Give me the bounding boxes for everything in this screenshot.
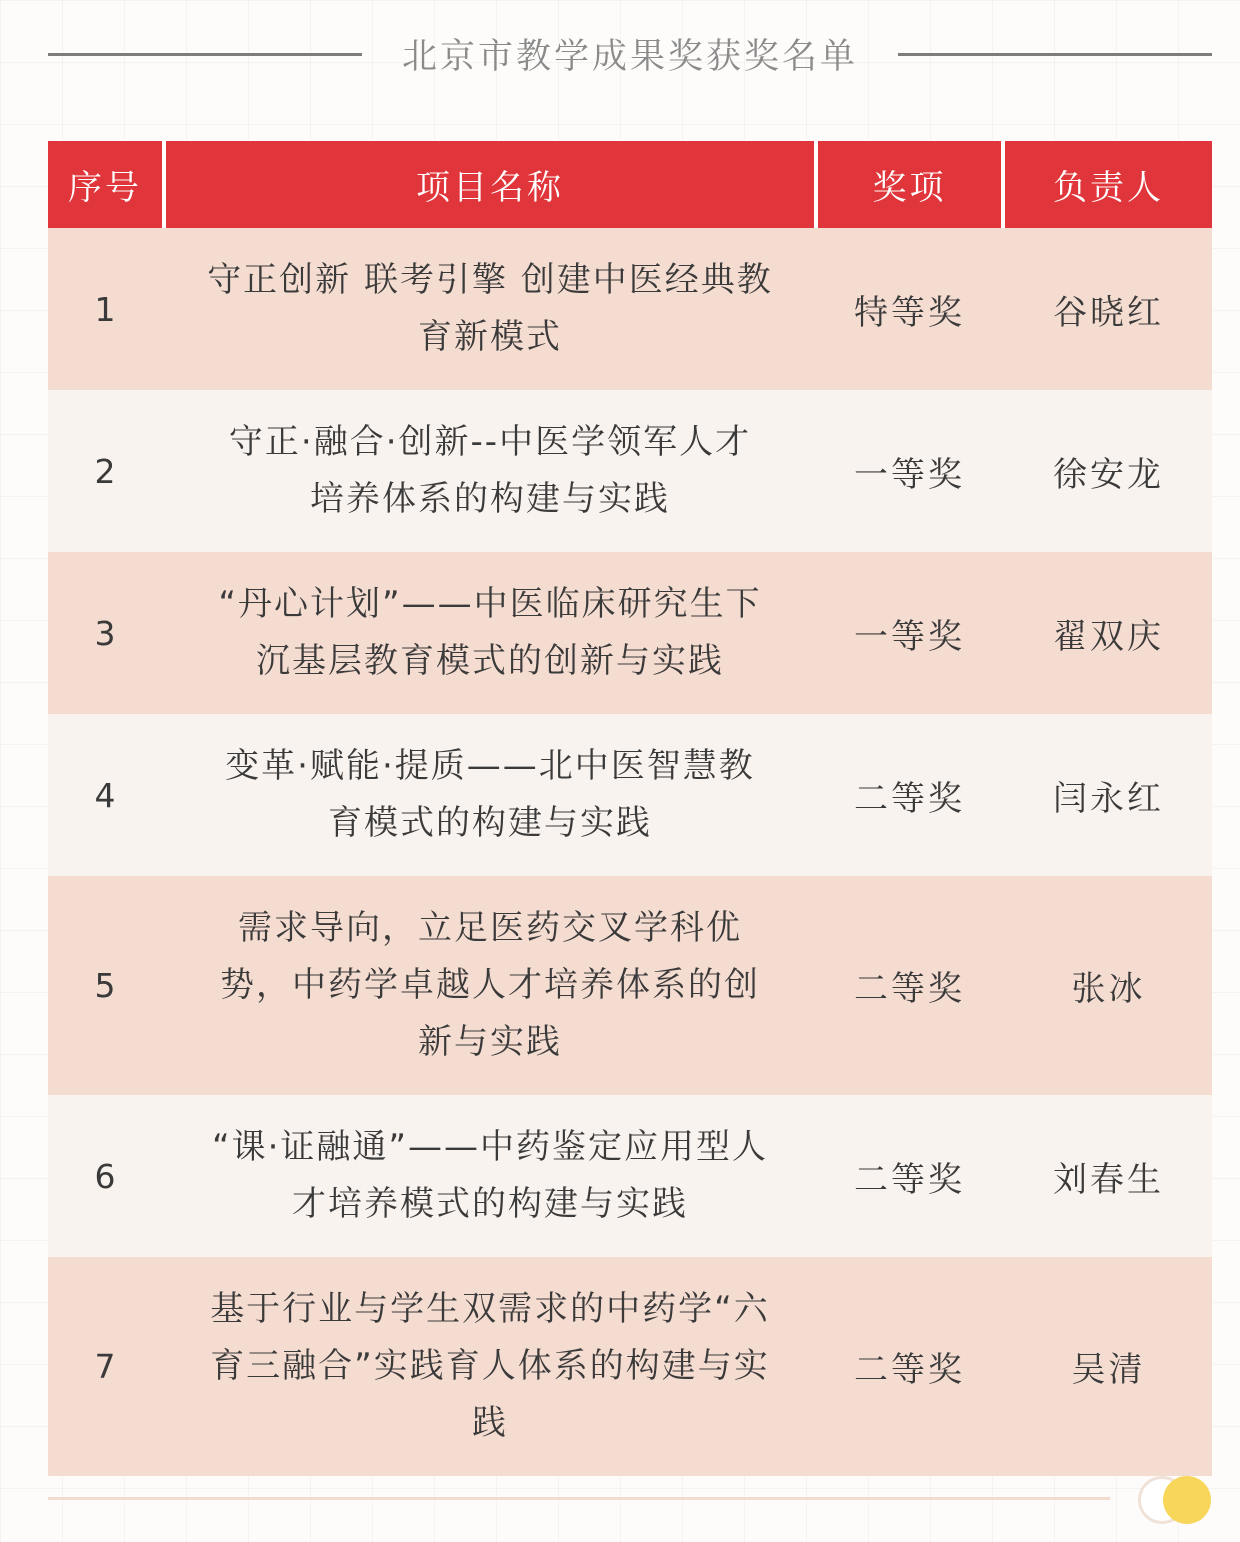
row-award: 二等奖 bbox=[854, 778, 965, 819]
project-line: 新与实践 bbox=[418, 1022, 562, 1062]
table-row bbox=[48, 714, 1212, 876]
footer-divider bbox=[48, 1497, 1110, 1500]
title-left-rule bbox=[48, 53, 362, 56]
row-project bbox=[166, 1095, 814, 1257]
row-index: 5 bbox=[94, 966, 116, 1005]
project-line: 育新模式 bbox=[418, 317, 562, 357]
row-leader: 翟双庆 bbox=[1053, 616, 1164, 657]
row-leader: 徐安龙 bbox=[1053, 454, 1164, 495]
row-leader: 张冰 bbox=[1071, 969, 1146, 1009]
row-index: 6 bbox=[94, 1156, 116, 1196]
title-bar bbox=[48, 22, 1212, 86]
header-project: 项目名称 bbox=[166, 141, 814, 228]
project-line: 育模式的构建与实践 bbox=[328, 803, 652, 843]
page-title: 北京市教学成果奖获奖名单 bbox=[402, 37, 859, 77]
table-row bbox=[48, 1095, 1212, 1257]
row-project bbox=[166, 228, 814, 390]
project-line: 才培养模式的构建与实践 bbox=[291, 1184, 688, 1224]
row-index: 7 bbox=[94, 1347, 116, 1386]
project-line: 沉基层教育模式的创新与实践 bbox=[255, 641, 724, 681]
header-index: 序号 bbox=[48, 141, 162, 228]
table-row bbox=[48, 1257, 1212, 1476]
row-award: 一等奖 bbox=[854, 616, 965, 657]
title-right-rule bbox=[898, 53, 1212, 56]
row-leader: 谷晓红 bbox=[1053, 292, 1164, 333]
project-line: 势，中药学卓越人才培养体系的创 bbox=[220, 965, 760, 1005]
project-line: “课·证融通”——中药鉴定应用型人 bbox=[211, 1127, 769, 1167]
project-line: 变革·赋能·提质——北中医智慧教 bbox=[225, 746, 755, 786]
decorative-dot-icon bbox=[1163, 1476, 1211, 1524]
project-line: 守正创新 联考引擎 创建中医经典教 bbox=[207, 260, 773, 300]
award-table bbox=[48, 141, 1212, 1476]
project-line: 育三融合”实践育人体系的构建与实 bbox=[210, 1346, 770, 1386]
table-row bbox=[48, 228, 1212, 390]
row-award: 特等奖 bbox=[854, 292, 965, 333]
project-line: “丹心计划”——中医临床研究生下 bbox=[218, 584, 762, 624]
table-row bbox=[48, 390, 1212, 552]
row-leader: 吴清 bbox=[1071, 1350, 1146, 1390]
project-line: 践 bbox=[472, 1403, 508, 1443]
row-project bbox=[166, 714, 814, 876]
table-row bbox=[48, 876, 1212, 1095]
row-project bbox=[166, 552, 814, 714]
row-index: 4 bbox=[94, 775, 116, 815]
row-award: 一等奖 bbox=[854, 454, 965, 495]
project-line: 需求导向，立足医药交叉学科优 bbox=[238, 908, 742, 948]
project-line: 培养体系的构建与实践 bbox=[310, 479, 670, 519]
header-leader: 负责人 bbox=[1005, 141, 1212, 228]
row-award: 二等奖 bbox=[854, 1159, 965, 1200]
row-award: 二等奖 bbox=[854, 1350, 965, 1390]
header-award: 奖项 bbox=[818, 141, 1001, 228]
project-line: 守正·融合·创新--中医学领军人才 bbox=[228, 422, 752, 462]
project-line: 基于行业与学生双需求的中药学“六 bbox=[210, 1289, 770, 1329]
row-index: 1 bbox=[94, 289, 116, 329]
table-header bbox=[48, 141, 1212, 228]
row-index: 3 bbox=[94, 613, 116, 653]
row-project bbox=[166, 1257, 814, 1476]
row-project bbox=[166, 876, 814, 1095]
row-leader: 闫永红 bbox=[1053, 778, 1164, 819]
row-project bbox=[166, 390, 814, 552]
row-award: 二等奖 bbox=[854, 969, 965, 1009]
row-leader: 刘春生 bbox=[1053, 1159, 1164, 1200]
table-row bbox=[48, 552, 1212, 714]
row-index: 2 bbox=[94, 451, 116, 491]
